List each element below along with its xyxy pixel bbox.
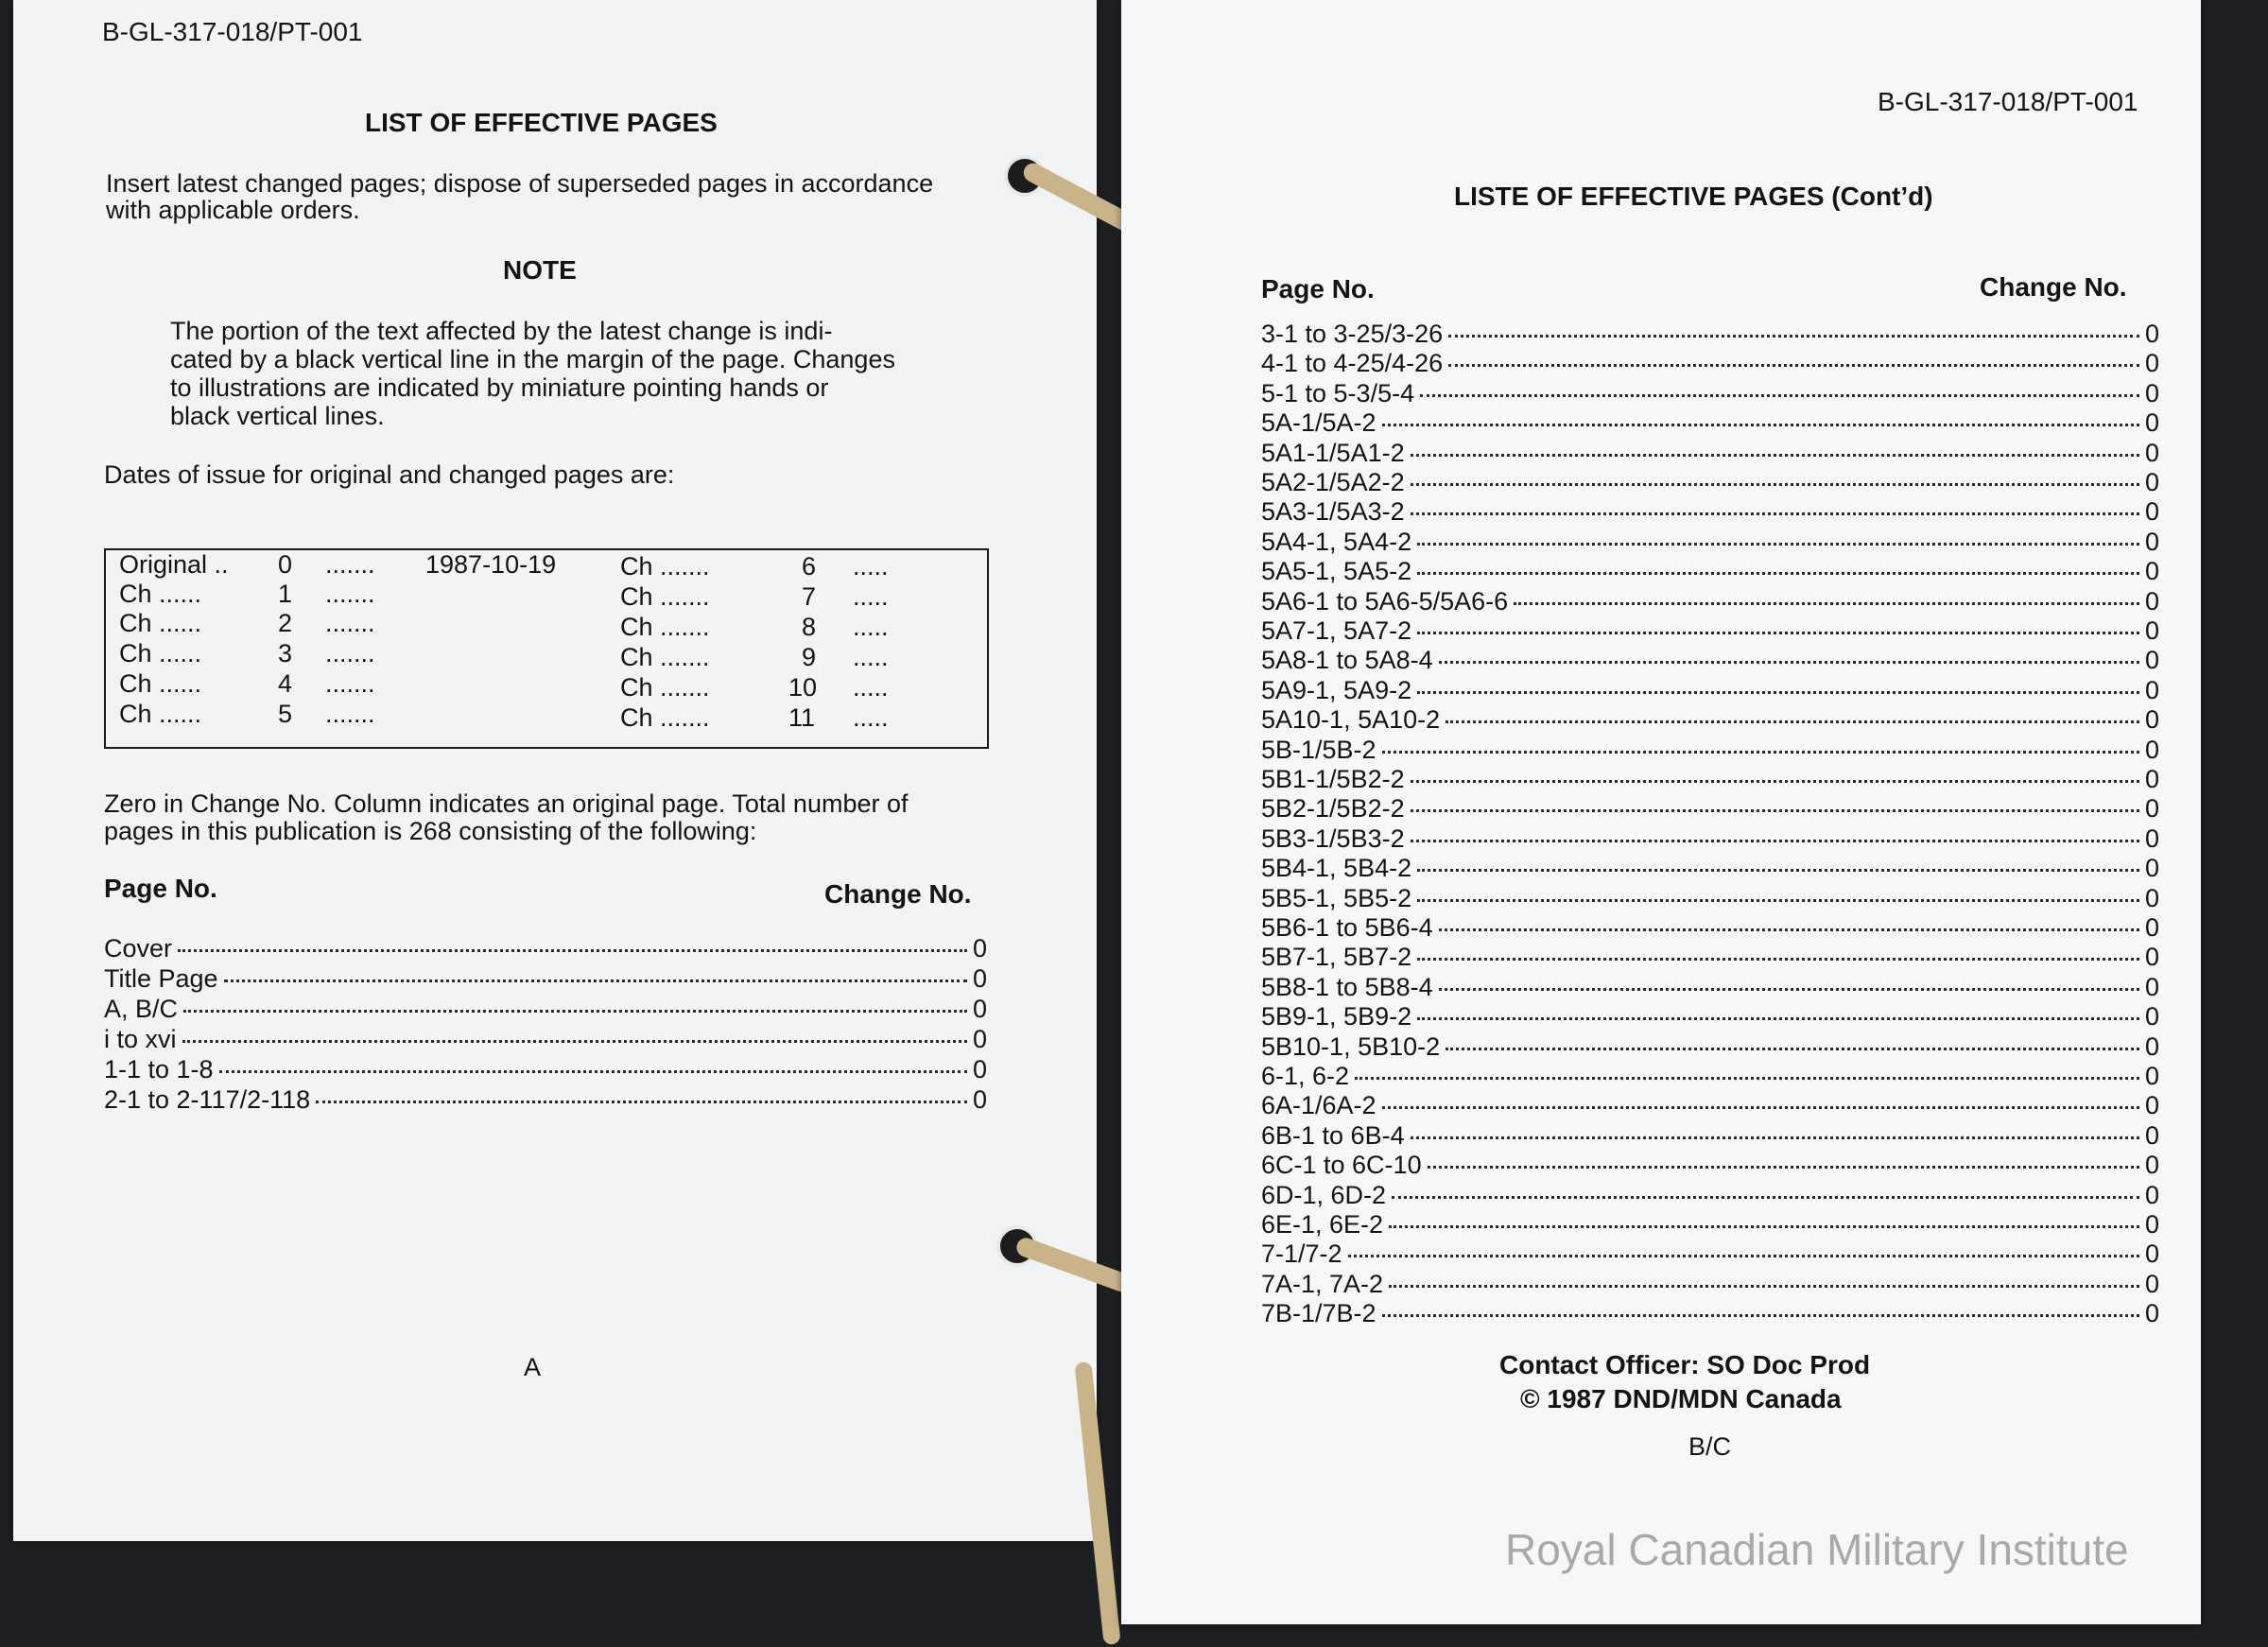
entry-change-number: 0: [2144, 675, 2159, 704]
dot-leader: [1448, 335, 2139, 338]
issue-label: Ch .......: [620, 643, 710, 671]
zero-note-line-2: pages in this publication is 268 consisting of the following:: [104, 817, 757, 845]
original-issue-date: 1987-10-19: [425, 550, 557, 579]
issue-num: 10: [788, 673, 818, 702]
entry-page-range: 5B1-1/5B2-2: [1261, 765, 1405, 793]
copyright: © 1987 DND/MDN Canada: [1520, 1384, 1842, 1413]
entry-page-range: 6C-1 to 6C-10: [1261, 1151, 1422, 1180]
page-entry-row: [1261, 379, 2159, 408]
entry-page-range: 7A-1, 7A-2: [1261, 1269, 1384, 1298]
entry-page-range: 5B9-1, 5B9-2: [1261, 1002, 1412, 1032]
entry-change-number: 0: [2144, 1180, 2159, 1209]
entry-page-range: 5B2-1/5B2-2: [1261, 794, 1405, 824]
dot-leader: [1428, 1166, 2139, 1169]
page-entry-row: [1261, 616, 2159, 646]
issue-fill: .....: [853, 673, 889, 702]
entry-change-number: 0: [972, 1025, 987, 1053]
dot-leader: [1514, 602, 2139, 605]
dot-leader: [1417, 632, 2139, 634]
dot-leader: [1389, 1225, 2139, 1228]
dot-leader: [1417, 543, 2139, 546]
entry-page-range: 5A8-1 to 5A8-4: [1261, 646, 1433, 675]
page-entry-row: [1261, 468, 2159, 497]
dot-leader: [1411, 780, 2139, 783]
entry-change-number: 0: [2144, 972, 2159, 1001]
dot-leader: [1417, 572, 2139, 575]
page-entry-row: [104, 995, 987, 1024]
right-page-letter: B/C: [1688, 1432, 1732, 1461]
watermark-text: Royal Canadian Military Institute: [1505, 1525, 2129, 1574]
issue-fill: .....: [853, 643, 889, 671]
entry-change-number: 0: [2144, 497, 2159, 527]
entry-change-number: 0: [2144, 408, 2159, 438]
dot-leader: [1411, 840, 2139, 842]
intro-line-2: with applicable orders.: [106, 196, 360, 224]
entry-page-range: 1-1 to 1-8: [104, 1055, 214, 1084]
entry-change-number: 0: [2144, 854, 2159, 883]
dot-leader: [1411, 809, 2139, 812]
issue-num: 2: [278, 609, 293, 637]
entry-change-number: 0: [2144, 1091, 2159, 1120]
issue-label: Ch .......: [620, 582, 710, 611]
entry-change-number: 0: [972, 964, 987, 993]
left-col-change-no: Change No.: [824, 879, 972, 909]
entry-change-number: 0: [2144, 1032, 2159, 1061]
page-entry-row: [1261, 557, 2159, 586]
page-entry-row: [1261, 943, 2159, 972]
issue-num: 8: [802, 613, 817, 641]
dot-leader: [1355, 1077, 2139, 1080]
dot-leader: [224, 980, 967, 982]
note-line-2: cated by a black vertical line in the margin of the page. Changes: [170, 345, 895, 373]
issue-fill: .......: [325, 609, 375, 637]
entry-page-range: 5B4-1, 5B4-2: [1261, 854, 1412, 883]
entry-change-number: 0: [2144, 1269, 2159, 1298]
dot-leader: [1382, 424, 2139, 426]
page-entry-row: [1261, 320, 2159, 349]
entry-change-number: 0: [2144, 943, 2159, 972]
left-col-page-no: Page No.: [104, 874, 217, 903]
entry-change-number: 0: [2144, 1210, 2159, 1239]
entry-change-number: 0: [972, 995, 987, 1023]
dot-leader: [182, 1040, 967, 1043]
note-heading: NOTE: [503, 255, 577, 285]
dot-leader: [1417, 1017, 2139, 1020]
page-entry-row: [1261, 1062, 2159, 1091]
entry-page-range: 4-1 to 4-25/4-26: [1261, 349, 1444, 378]
entry-change-number: 0: [972, 1085, 987, 1114]
page-entry-row: [104, 934, 987, 963]
dates-intro: Dates of issue for original and changed pages are:: [104, 460, 675, 489]
entry-change-number: 0: [2144, 735, 2159, 764]
page-entry-row: [1261, 408, 2159, 438]
page-entry-row: [1261, 973, 2159, 1002]
contact-officer: Contact Officer: SO Doc Prod: [1499, 1350, 1871, 1379]
left-page: [13, 0, 1097, 1541]
entry-page-range: 6B-1 to 6B-4: [1261, 1120, 1405, 1150]
entry-page-range: 3-1 to 3-25/3-26: [1261, 320, 1444, 348]
entry-page-range: 5A4-1, 5A4-2: [1261, 527, 1412, 556]
dot-leader: [1411, 483, 2139, 486]
issue-label: Ch ......: [119, 580, 202, 608]
entry-page-range: 5A2-1/5A2-2: [1261, 468, 1405, 496]
issue-label: Original ..: [119, 550, 229, 579]
entry-page-range: 5A6-1 to 5A6-5/5A6-6: [1261, 586, 1509, 615]
issue-fill: .......: [325, 639, 375, 667]
dot-leader: [1382, 751, 2139, 754]
entry-page-range: 5A9-1, 5A9-2: [1261, 675, 1412, 704]
issue-fill: .......: [325, 580, 375, 608]
dot-leader: [1417, 869, 2139, 872]
dot-leader: [1389, 1285, 2139, 1288]
entry-change-number: 0: [2144, 438, 2159, 467]
page-entry-row: [1261, 765, 2159, 794]
entry-page-range: A, B/C: [104, 995, 179, 1023]
dot-leader: [1392, 1196, 2139, 1199]
dot-leader: [1382, 1314, 2139, 1317]
note-line-1: The portion of the text affected by the latest change is indi-: [170, 317, 833, 345]
page-entry-row: [1261, 824, 2159, 854]
entry-page-range: Cover: [104, 934, 173, 962]
entry-change-number: 0: [2144, 913, 2159, 942]
issue-label: Ch .......: [620, 552, 710, 581]
right-doc-number: B-GL-317-018/PT-001: [1878, 87, 2138, 116]
entry-page-range: 2-1 to 2-117/2-118: [104, 1085, 311, 1114]
dot-leader: [1420, 394, 2139, 397]
page-entry-row: [1261, 646, 2159, 675]
entry-change-number: 0: [2144, 1002, 2159, 1032]
entry-change-number: 0: [2144, 527, 2159, 556]
entry-change-number: 0: [2144, 794, 2159, 824]
left-page-title: LIST OF EFFECTIVE PAGES: [365, 108, 718, 137]
page-entry-row: [1261, 794, 2159, 824]
entry-change-number: 0: [2144, 320, 2159, 348]
page-entry-row: [1261, 705, 2159, 735]
dot-leader: [1439, 928, 2139, 931]
dot-leader: [183, 1010, 967, 1013]
issue-label: Ch .......: [620, 673, 710, 702]
right-page-title: LISTE OF EFFECTIVE PAGES (Cont’d): [1454, 182, 1933, 211]
page-entry-row: [1261, 1240, 2159, 1269]
page-entry-row: [1261, 1181, 2159, 1210]
page-entry-row: [1261, 497, 2159, 527]
page-entry-row: [1261, 1002, 2159, 1032]
issue-fill: .......: [325, 550, 375, 579]
note-line-3: to illustrations are indicated by miniature pointing hands or: [170, 373, 829, 402]
zero-note-line-1: Zero in Change No. Column indicates an original page. Total number of: [104, 789, 909, 818]
issue-label: Ch .......: [620, 613, 710, 641]
entry-page-range: 6D-1, 6D-2: [1261, 1180, 1387, 1209]
page-entry-row: [1261, 913, 2159, 943]
issue-dates-box: [104, 548, 989, 749]
dot-leader: [1446, 720, 2139, 723]
page-entry-row: [1261, 439, 2159, 468]
page-entry-row: [104, 1025, 987, 1054]
dot-leader: [1411, 512, 2139, 515]
entry-page-range: 5B-1/5B-2: [1261, 735, 1376, 764]
entry-change-number: 0: [2144, 824, 2159, 853]
issue-label: Ch ......: [119, 639, 202, 667]
page-entry-row: [104, 964, 987, 994]
issue-label: Ch ......: [119, 700, 202, 728]
entry-page-range: 5A3-1/5A3-2: [1261, 497, 1405, 527]
right-col-change-no: Change No.: [1980, 272, 2127, 302]
page-entry-row: [104, 1085, 987, 1115]
issue-label: Ch ......: [119, 669, 202, 698]
dot-leader: [1446, 1048, 2139, 1050]
entry-page-range: 5-1 to 5-3/5-4: [1261, 378, 1415, 407]
dot-leader: [1439, 661, 2139, 664]
issue-num: 6: [802, 552, 817, 581]
issue-num: 9: [802, 643, 817, 671]
page-entry-row: [1261, 1210, 2159, 1240]
entry-change-number: 0: [972, 1055, 987, 1084]
note-line-4: black vertical lines.: [170, 402, 385, 430]
intro-line-1: Insert latest changed pages; dispose of superseded pages in accordance: [106, 169, 934, 198]
entry-page-range: 5B7-1, 5B7-2: [1261, 943, 1412, 972]
dot-leader: [1417, 691, 2139, 694]
page-entry-row: [1261, 1299, 2159, 1328]
issue-num: 7: [802, 582, 817, 611]
page-entry-row: [1261, 1091, 2159, 1120]
entry-change-number: 0: [2144, 705, 2159, 735]
issue-num: 11: [788, 703, 816, 732]
entry-change-number: 0: [2144, 349, 2159, 378]
entry-change-number: 0: [972, 934, 987, 962]
entry-change-number: 0: [2144, 586, 2159, 615]
entry-change-number: 0: [2144, 468, 2159, 496]
page-entry-row: [1261, 736, 2159, 765]
page-entry-row: [104, 1055, 987, 1084]
dot-leader: [1348, 1255, 2139, 1257]
page-entry-row: [1261, 1032, 2159, 1062]
page-entry-row: [1261, 1121, 2159, 1151]
issue-fill: .......: [325, 669, 375, 698]
dot-leader: [316, 1101, 967, 1103]
entry-page-range: 5B5-1, 5B5-2: [1261, 883, 1412, 912]
issue-num: 4: [278, 669, 293, 698]
show-through-text: [751, 416, 766, 477]
entry-change-number: 0: [2144, 1299, 2159, 1328]
page-entry-row: [1261, 1270, 2159, 1299]
entry-page-range: 5B8-1 to 5B8-4: [1261, 972, 1433, 1001]
entry-change-number: 0: [2144, 1240, 2159, 1269]
page-entry-row: [1261, 528, 2159, 557]
dot-leader: [219, 1070, 967, 1073]
issue-num: 1: [278, 580, 293, 608]
entry-change-number: 0: [2144, 1062, 2159, 1090]
issue-num: 3: [278, 639, 293, 667]
page-entry-row: [1261, 884, 2159, 913]
entry-page-range: 5A7-1, 5A7-2: [1261, 616, 1412, 645]
entry-page-range: 5B3-1/5B3-2: [1261, 824, 1405, 853]
entry-page-range: 7-1/7-2: [1261, 1240, 1342, 1269]
issue-num: 5: [278, 700, 293, 728]
entry-change-number: 0: [2144, 883, 2159, 912]
page-entry-row: [1261, 1151, 2159, 1180]
dot-leader: [1382, 1106, 2139, 1109]
dot-leader: [1439, 988, 2139, 991]
left-page-letter: A: [524, 1353, 542, 1381]
entry-page-range: Title Page: [104, 964, 218, 993]
issue-fill: .....: [853, 703, 889, 732]
issue-fill: .......: [325, 700, 375, 728]
entry-page-range: 5A1-1/5A1-2: [1261, 438, 1405, 467]
page-entry-row: [1261, 854, 2159, 883]
page-entry-row: [1261, 349, 2159, 378]
issue-label: Ch ......: [119, 609, 202, 637]
entry-change-number: 0: [2144, 378, 2159, 407]
entry-change-number: 0: [2144, 765, 2159, 793]
left-doc-number: B-GL-317-018/PT-001: [102, 17, 363, 46]
issue-label: Ch .......: [620, 703, 710, 732]
issue-num: 0: [278, 550, 293, 579]
entry-page-range: 5A-1/5A-2: [1261, 408, 1376, 438]
entry-page-range: i to xvi: [104, 1025, 177, 1053]
issue-row-original: [119, 550, 229, 580]
right-col-page-no: Page No.: [1261, 274, 1375, 303]
dot-leader: [1417, 899, 2139, 902]
entry-page-range: 5B6-1 to 5B6-4: [1261, 913, 1433, 942]
dot-leader: [1417, 958, 2139, 961]
entry-change-number: 0: [2144, 1120, 2159, 1150]
entry-page-range: 5B10-1, 5B10-2: [1261, 1032, 1441, 1061]
entry-page-range: 7B-1/7B-2: [1261, 1299, 1376, 1328]
issue-fill: .....: [853, 582, 889, 611]
entry-page-range: 5A10-1, 5A10-2: [1261, 705, 1441, 735]
entry-change-number: 0: [2144, 1151, 2159, 1180]
entry-page-range: 6A-1/6A-2: [1261, 1091, 1376, 1120]
entry-change-number: 0: [2144, 557, 2159, 586]
entry-page-range: 5A5-1, 5A5-2: [1261, 557, 1412, 586]
dot-leader: [1411, 1136, 2139, 1139]
entry-page-range: 6-1, 6-2: [1261, 1062, 1350, 1090]
page-entry-row: [1261, 676, 2159, 705]
issue-fill: .....: [853, 552, 889, 581]
issue-fill: .....: [853, 613, 889, 641]
dot-leader: [1448, 364, 2139, 367]
entry-change-number: 0: [2144, 616, 2159, 645]
right-page: [1121, 0, 2201, 1624]
entry-change-number: 0: [2144, 646, 2159, 675]
dot-leader: [178, 949, 967, 952]
entry-page-range: 6E-1, 6E-2: [1261, 1210, 1384, 1239]
dot-leader: [1411, 454, 2139, 457]
page-entry-row: [1261, 587, 2159, 616]
